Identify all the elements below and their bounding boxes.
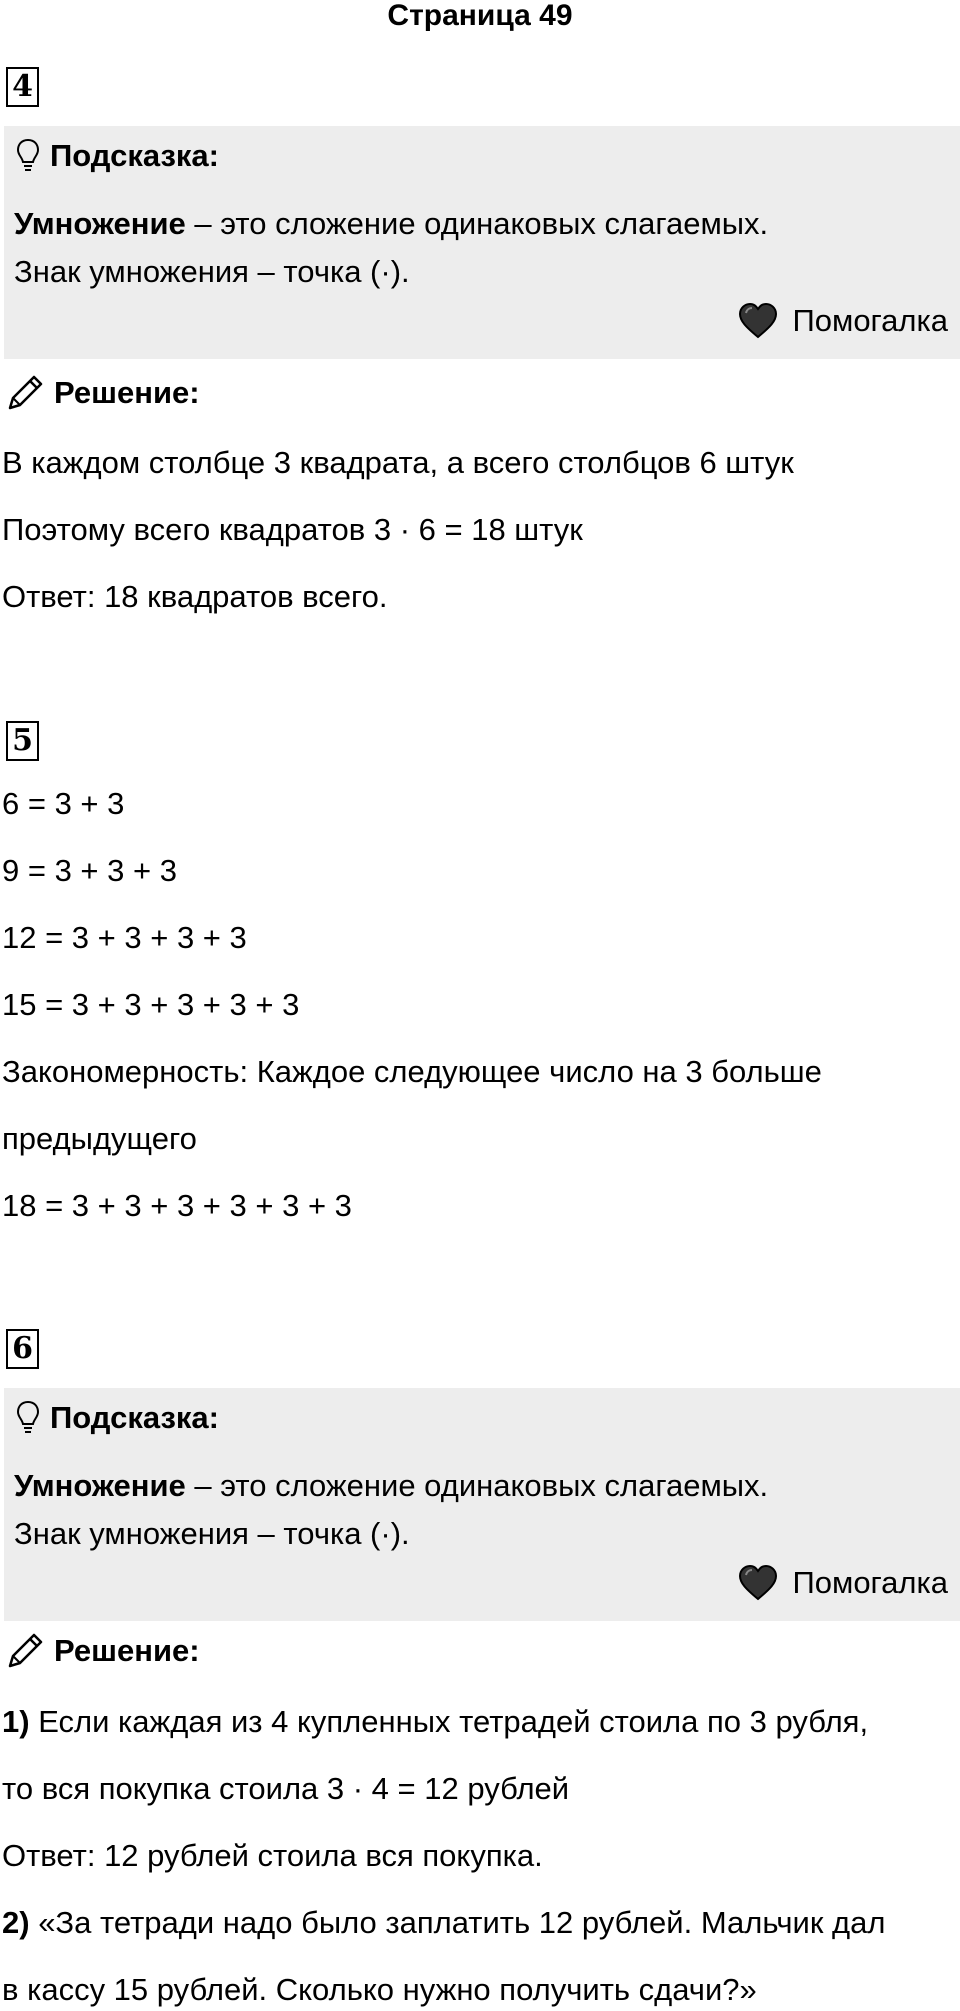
- pencil-icon: [4, 372, 46, 414]
- hint-box: [4, 1388, 960, 1621]
- solution-line: 12 = 3 + 3 + 3 + 3: [2, 920, 247, 955]
- solution-line: 15 = 3 + 3 + 3 + 3 + 3: [2, 987, 300, 1022]
- hint-header: [16, 134, 219, 178]
- item-number: 2): [2, 1905, 30, 1940]
- hint-header: [16, 1396, 219, 1440]
- heart-icon: [738, 303, 778, 339]
- lightbulb-icon: [16, 1400, 40, 1436]
- page-title: Страница 49: [387, 0, 573, 32]
- solution-title: Решение:: [54, 1633, 200, 1668]
- solution-title: Решение:: [54, 375, 200, 410]
- hint-term: Умножение: [14, 1468, 186, 1503]
- solution-line: 18 = 3 + 3 + 3 + 3 + 3 + 3: [2, 1188, 352, 1223]
- hint-term: Умножение: [14, 206, 186, 241]
- solution-line: 6 = 3 + 3: [2, 786, 125, 821]
- hint-title: Подсказка:: [50, 138, 219, 173]
- solution-header: [4, 372, 200, 414]
- hint-credit: [738, 1565, 948, 1601]
- hint-title: Подсказка:: [50, 1400, 219, 1435]
- credit-label: Помогалка: [792, 1565, 948, 1600]
- hint-credit: [738, 303, 948, 339]
- solution-line: 2) «За тетради надо было заплатить 12 рублей. Мальчик дал: [2, 1905, 886, 1940]
- solution-line: Закономерность: Каждое следующее число на 3 больше: [2, 1054, 822, 1089]
- task-number-5: 5: [6, 721, 39, 761]
- task-number-4: 4: [6, 67, 39, 107]
- solution-line: то вся покупка стоила 3 · 4 = 12 рублей: [2, 1771, 570, 1806]
- heart-icon: [738, 1565, 778, 1601]
- hint-sign: Знак умножения – точка (·).: [14, 1516, 410, 1551]
- solution-line: Ответ: 18 квадратов всего.: [2, 579, 388, 614]
- hint-definition: Умножение – это сложение одинаковых слагаемых.: [14, 1468, 769, 1503]
- solution-line: Ответ: 12 рублей стоила вся покупка.: [2, 1838, 543, 1873]
- item-number: 1): [2, 1704, 30, 1739]
- task-number-6: 6: [6, 1329, 39, 1369]
- solution-line: 1) Если каждая из 4 купленных тетрадей стоила по 3 рубля,: [2, 1704, 869, 1739]
- solution-line: Поэтому всего квадратов 3 · 6 = 18 штук: [2, 512, 583, 547]
- solution-line: в кассу 15 рублей. Сколько нужно получить сдачи?»: [2, 1972, 757, 2007]
- solution-line: предыдущего: [2, 1121, 197, 1156]
- solution-line: 9 = 3 + 3 + 3: [2, 853, 177, 888]
- hint-box: [4, 126, 960, 359]
- hint-definition: Умножение – это сложение одинаковых слагаемых.: [14, 206, 769, 241]
- hint-sign: Знак умножения – точка (·).: [14, 254, 410, 289]
- solution-line: В каждом столбце 3 квадрата, а всего столбцов 6 штук: [2, 445, 794, 480]
- credit-label: Помогалка: [792, 303, 948, 338]
- pencil-icon: [4, 1630, 46, 1672]
- solution-header: [4, 1630, 200, 1672]
- lightbulb-icon: [16, 138, 40, 174]
